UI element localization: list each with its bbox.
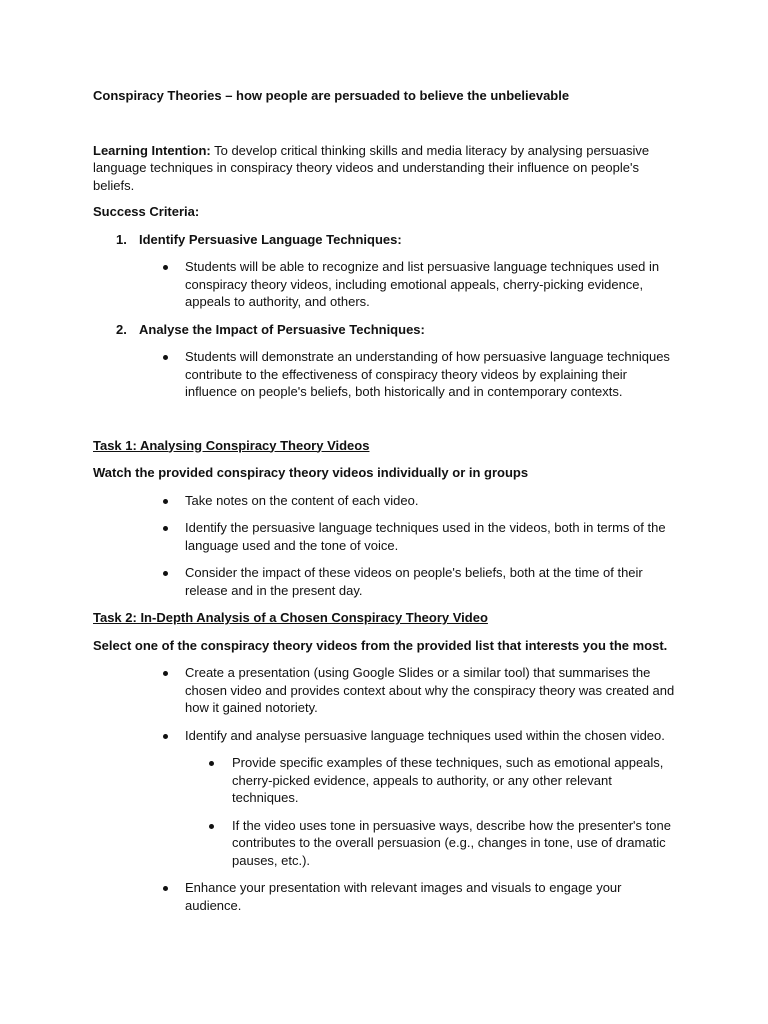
task2-subheading: Select one of the conspiracy theory videos from the provided list that interests you the most.	[93, 637, 668, 653]
criterion-item	[93, 231, 678, 311]
bullet-icon	[163, 499, 168, 504]
task1-bullet	[93, 564, 678, 599]
criterion-item	[93, 321, 678, 401]
criterion-bullet-text: Students will demonstrate an understanding of how persuasive language techniques contribute to the effectiveness of conspiracy theory videos by explaining their influence on people's beliefs, both historically and in contemporary contexts.	[185, 349, 670, 399]
task1-bullet-text: Consider the impact of these videos on people's beliefs, both at the time of their release and in the present day.	[185, 565, 643, 598]
criterion-bullet-text: Students will be able to recognize and list persuasive language techniques used in conspiracy theory videos, including emotional appeals, cherry-picking evidence, appeals to authority, and others.	[185, 259, 660, 309]
task2-sub-bullet-text: Provide specific examples of these techniques, such as emotional appeals, cherry-picked evidence, appeals to authority, or any other relevant techniques.	[232, 755, 664, 805]
learning-intention-label: Learning Intention:	[93, 142, 211, 158]
task2-bullet	[93, 727, 678, 870]
task1-bullet-text: Take notes on the content of each video.	[185, 492, 419, 508]
bullet-icon	[209, 761, 214, 766]
task1-bullet	[93, 519, 678, 554]
task1-bullets	[93, 492, 678, 600]
task2-bullet	[93, 879, 678, 914]
learning-intention-text: To develop critical thinking skills and media literacy by analysing persuasive language techniques in conspiracy theory videos and understanding their influence on people's beliefs.	[93, 142, 650, 193]
task1-bullet-text: Identify the persuasive language techniques used in the videos, both in terms of the language used and the tone of voice.	[185, 520, 666, 553]
criterion-heading	[93, 231, 678, 249]
task2-sub-bullets	[185, 754, 678, 869]
bullet-icon	[163, 265, 168, 270]
criterion-bullet	[93, 348, 678, 401]
bullet-icon	[209, 824, 214, 829]
task2-heading: Task 2: In-Depth Analysis of a Chosen Conspiracy Theory Video	[93, 610, 488, 625]
task2-bullet	[93, 664, 678, 717]
criterion-heading-text: Identify Persuasive Language Techniques:	[139, 231, 402, 247]
criterion-bullet	[93, 258, 678, 311]
document-title: Conspiracy Theories – how people are persuaded to believe the unbelievable	[93, 88, 570, 103]
task2-bullet-text: Identify and analyse persuasive language techniques used within the chosen video.	[185, 727, 665, 743]
success-criteria-heading: Success Criteria:	[93, 204, 200, 219]
section-spacer	[93, 411, 678, 437]
task2-bullets	[93, 664, 678, 914]
task1-heading: Task 1: Analysing Conspiracy Theory Videos	[93, 437, 370, 453]
bullet-icon	[163, 355, 168, 360]
criterion-bullets	[93, 258, 678, 311]
task2-sub-bullet	[185, 817, 678, 870]
criterion-heading-text: Analyse the Impact of Persuasive Techniques:	[139, 321, 425, 337]
criterion-number: 2.	[116, 321, 127, 337]
learning-intention	[93, 142, 678, 195]
task2-bullet-text: Create a presentation (using Google Slides or a similar tool) that summarises the chosen video and provides context about why the conspiracy theory was created and how it gained notoriety.	[185, 665, 675, 715]
bullet-icon	[163, 734, 168, 739]
success-criteria-list	[93, 231, 678, 401]
bullet-icon	[163, 571, 168, 576]
bullet-icon	[163, 671, 168, 676]
task2-sub-bullet	[185, 754, 678, 807]
bullet-icon	[163, 526, 168, 531]
criterion-heading	[93, 321, 678, 339]
criterion-number: 1.	[116, 231, 127, 247]
task2-sub-bullet-text: If the video uses tone in persuasive ways, describe how the presenter's tone contributes to the overall persuasion (e.g., changes in tone, use of dramatic pauses, etc.).	[232, 817, 671, 868]
bullet-icon	[163, 886, 168, 891]
task2-bullet-text: Enhance your presentation with relevant images and visuals to engage your audience.	[185, 880, 622, 913]
task1-bullet	[93, 492, 678, 510]
criterion-bullets	[93, 348, 678, 401]
task1-subheading: Watch the provided conspiracy theory videos individually or in groups	[93, 465, 529, 480]
